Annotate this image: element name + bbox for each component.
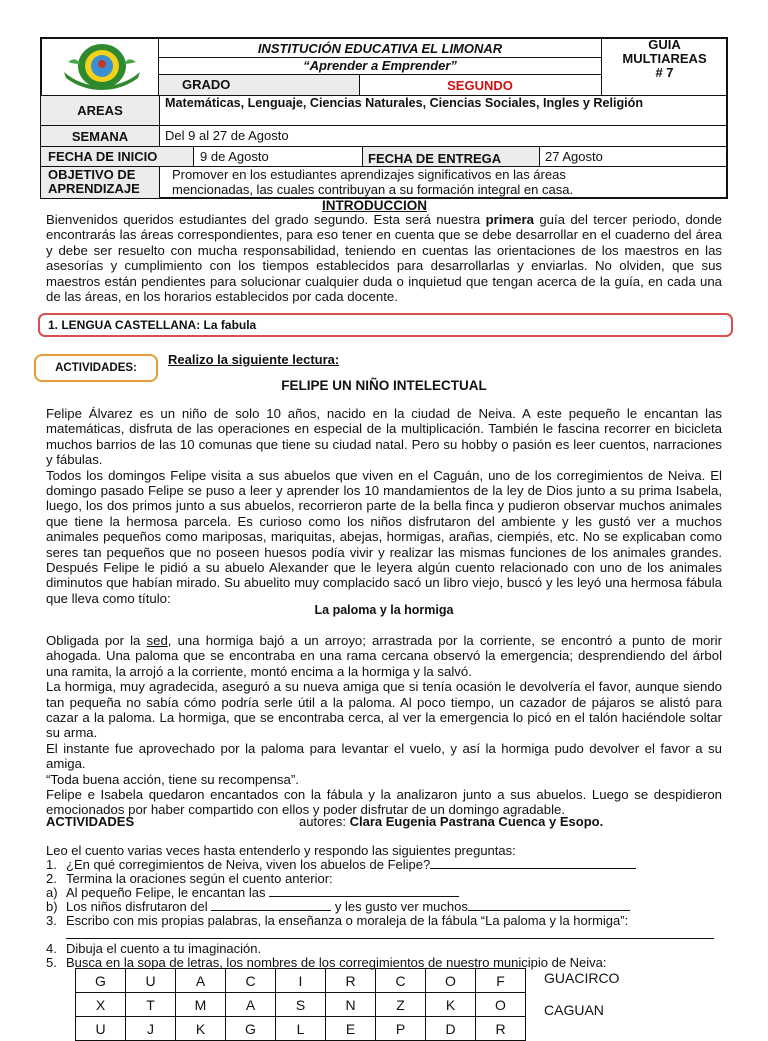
word-search-cell[interactable]: S — [275, 992, 326, 1017]
story-body — [46, 406, 722, 606]
authors-line — [299, 814, 603, 829]
question-text: Termina la oraciones según el cuento anterior: — [66, 871, 333, 886]
objetivo-label-line: OBJETIVO DE — [48, 167, 136, 182]
guia-line: # 7 — [655, 65, 674, 80]
question-text: Escribo con mis propias palabras, la enseñanza o moraleja de la fábula “La paloma y la hormiga”: — [66, 913, 629, 928]
word-search-cell[interactable]: X — [75, 992, 126, 1017]
word-search-cell[interactable]: P — [375, 1016, 426, 1041]
question-text: Al pequeño Felipe, le encantan las — [66, 885, 266, 900]
fable-paragraph: El instante fue aprovechado por la paloma para levantar el vuelo, y así la hormiga pudo devolver el favor a su amiga. — [46, 740, 722, 772]
answer-blank[interactable] — [269, 885, 459, 897]
fable-title: La paloma y la hormiga — [314, 603, 454, 617]
intro-title: INTRODUCCION — [322, 198, 427, 213]
word-search-cell[interactable]: C — [225, 968, 276, 993]
question-number: 5. — [46, 955, 57, 970]
fecha-inicio-label: FECHA DE INICIO — [48, 149, 158, 164]
fable-moral: “Toda buena acción, tiene su recompensa”. — [46, 771, 299, 787]
word-search-cell[interactable]: I — [275, 968, 326, 993]
word-search-cell[interactable]: D — [425, 1016, 476, 1041]
word-search-cell[interactable]: K — [425, 992, 476, 1017]
reading-title: FELIPE UN NIÑO INTELECTUAL — [281, 378, 487, 393]
word-search-cell[interactable]: U — [75, 1016, 126, 1041]
word-search-cell[interactable]: J — [125, 1016, 176, 1041]
answer-blank[interactable] — [211, 899, 331, 911]
question-number: 2. — [46, 871, 57, 886]
guia-number — [602, 38, 727, 80]
objetivo-label-line: APRENDIZAJE — [48, 181, 140, 196]
answer-blank[interactable] — [468, 899, 630, 911]
objetivo-value: Promover en los estudiantes aprendizajes significativos en las áreas mencionadas, las cuales contribuyan a su formación integral en casa. — [172, 167, 574, 197]
actividades-box-label: ACTIVIDADES: — [55, 362, 137, 374]
question-number: 4. — [46, 941, 57, 956]
word-search-cell[interactable]: R — [325, 968, 376, 993]
intro-text: Bienvenidos queridos estudiantes del grado segundo. Esta será nuestra — [46, 212, 486, 227]
word-search-cell[interactable]: M — [175, 992, 226, 1017]
fable-body — [46, 633, 722, 818]
guia-line: MULTIAREAS — [622, 51, 707, 66]
word-search-cell[interactable]: K — [175, 1016, 226, 1041]
fecha-entrega-label: FECHA DE ENTREGA — [368, 151, 502, 166]
fecha-inicio-value: 9 de Agosto — [200, 149, 269, 164]
question-text: ¿En qué corregimientos de Neiva, viven los abuelos de Felipe? — [66, 857, 431, 872]
header-divider — [359, 75, 360, 95]
guia-line: GUIA — [648, 37, 681, 52]
question-a — [46, 885, 459, 900]
word-search-cell[interactable]: Z — [375, 992, 426, 1017]
question-3 — [46, 913, 628, 928]
word-search-cell[interactable]: L — [275, 1016, 326, 1041]
word-search-cell[interactable]: C — [375, 968, 426, 993]
fable-paragraph: Felipe e Isabela quedaron encantados con la fábula y la analizaron junto a sus abuelos. Luego se despidieron emocionados por haber compartido con ellos y poder disfrutar de un domingo agradable. — [46, 787, 722, 818]
word-list-item: GUACIRCO — [544, 970, 620, 986]
intro-paragraph — [46, 212, 722, 304]
semana-label: SEMANA — [71, 128, 129, 144]
question-number: 3. — [46, 913, 57, 928]
word-search-cell[interactable]: A — [225, 992, 276, 1017]
story-paragraph: Felipe Álvarez es un niño de solo 10 años, nacido en la ciudad de Neiva. A este pequeño le encantan las matemáticas, disfruta de las operaciones en especial de la multiplicación. También le fascina recorrer en bicicleta muchos barrios de las 10 comunas que tiene su ciudad natal. Pero su hobby o pasión es leer cuentos, narraciones y fábulas. — [46, 406, 722, 468]
grado-value: SEGUNDO — [447, 77, 513, 93]
answer-line[interactable] — [66, 938, 714, 939]
areas-label: AREAS — [77, 103, 123, 118]
activities-intro: Leo el cuento varias veces hasta entenderlo y respondo las siguientes preguntas: — [46, 843, 516, 858]
school-logo — [58, 42, 146, 90]
question-4 — [46, 941, 261, 956]
word-search-cell[interactable]: R — [475, 1016, 526, 1041]
objetivo-label — [48, 168, 140, 196]
word-search-cell[interactable]: G — [225, 1016, 276, 1041]
intro-bold: primera — [485, 212, 534, 227]
question-2 — [46, 871, 333, 886]
fable-paragraph: La hormiga, muy agradecida, aseguró a su nueva amiga que si tenía ocasión le devolvería el favor, aunque siendo tan pequeña no sabía cómo podría serle útil a la paloma. Al poco tiempo, un cazador de pájaros se alistó para cazar a la paloma. La hormiga, que se encontraba cerca, al ver la emergencia lo picó en el talón haciéndole soltar su arma. — [46, 679, 722, 741]
authors-names: Clara Eugenia Pastrana Cuenca y Esopo. — [349, 814, 604, 829]
grado-label: GRADO — [182, 77, 231, 92]
question-text: Busca en la sopa de letras, los nombres de los corregimientos de nuestro municipio de Neiva: — [66, 955, 607, 970]
question-1 — [46, 857, 636, 872]
word-search-cell[interactable]: N — [325, 992, 376, 1017]
fable-text: Obligada por la — [46, 633, 147, 648]
intro-text: guía del tercer periodo, donde encontrarás las áreas correspondientes, para eso tener en cuenta que se debe desarrollar en el cuaderno del área y debe ser resuelto con mucha responsabilidad, teniendo en cuentas las orientaciones de los maestros en las asesorías y cumplimiento con los tiempos establecidos para desarrollarlas y enviarlas. No olviden, que sus maestros están pendientes para solucionar cualquier duda o inquietud que tengan acerca de la guía, en cada una de las áreas, en los horarios establecidos por cada docente. — [46, 212, 722, 305]
question-text: Los niños disfrutaron del — [66, 899, 208, 914]
answer-blank[interactable] — [430, 857, 636, 869]
question-number: a) — [46, 885, 58, 900]
fable-text: , una hormiga bajó a un arroyo; arrastrada por la corriente, se encontró a punto de morir ahogada. Una paloma que se encontraba en una rama cercana observó la emergencia; desprendiendo del árbol una ramita, la arrojó a la corriente, montó encima a la hormiga y la salvó. — [46, 633, 722, 679]
reading-instruction: Realizo la siguiente lectura: — [168, 352, 340, 367]
word-search-cell[interactable]: O — [425, 968, 476, 993]
fable-word-sed: sed — [146, 633, 168, 648]
word-search-cell[interactable]: G — [75, 968, 126, 993]
story-paragraph: Todos los domingos Felipe visita a sus abuelos que viven en el Caguán, uno de los corregimientos de Neiva. El domingo pasado Felipe se puso a leer y aprender los 10 mandamientos de la ley de Dios junto a su prima Isabela, luego, los dos primos junto a sus abuelos, recorrieron parte de la bella finca y pudieron observar muchos animales que tiene la hermosa parcela. Es curioso como los niños disfrutaron del ambiente y les gustó ver a muchos animales pequeños como mariposas, mariquitas, abejas, hormigas, arañas, ciempiés, etc. No se explicaban como seres tan pequeños que no poseen huesos podía vivir y realizar las mismas funciones de los animales grandes. Después Felipe le pidió a su abuelo Alexander que le leyera algún cuento relacionado con uno de los animales diminutos que habían mirado. Su abuelito muy complacido sacó un libro viejo, buscó y les leyó una hermosa fábula que lleva como título: — [46, 467, 722, 606]
question-b — [46, 899, 630, 914]
question-number: b) — [46, 899, 58, 914]
question-number: 1. — [46, 857, 57, 872]
institution-name: INSTITUCIÓN EDUCATIVA EL LIMONAR — [257, 41, 503, 56]
question-5 — [46, 955, 607, 970]
word-search-cell[interactable]: U — [125, 968, 176, 993]
areas-value: Matemáticas, Lenguaje, Ciencias Naturales, Ciencias Sociales, Ingles y Religión — [165, 96, 644, 110]
question-text: Dibuja el cuento a tu imaginación. — [66, 941, 262, 956]
question-text: y les gusto ver muchos — [334, 899, 468, 914]
section-lengua-title: 1. LENGUA CASTELLANA: La fabula — [48, 318, 257, 332]
word-search-cell[interactable]: O — [475, 992, 526, 1017]
fecha-entrega-value: 27 Agosto — [545, 149, 603, 164]
activities-heading: ACTIVIDADES — [46, 814, 135, 829]
word-search-cell[interactable]: T — [125, 992, 176, 1017]
word-search-cell[interactable]: E — [325, 1016, 376, 1041]
institution-motto: “Aprender a Emprender” — [303, 58, 457, 73]
semana-value: Del 9 al 27 de Agosto — [165, 128, 289, 143]
word-list-item: CAGUAN — [544, 1002, 604, 1018]
word-search-cell[interactable]: F — [475, 968, 526, 993]
authors-label: autores: — [299, 814, 350, 829]
word-search-cell[interactable]: A — [175, 968, 226, 993]
word-search-grid — [75, 968, 527, 1037]
